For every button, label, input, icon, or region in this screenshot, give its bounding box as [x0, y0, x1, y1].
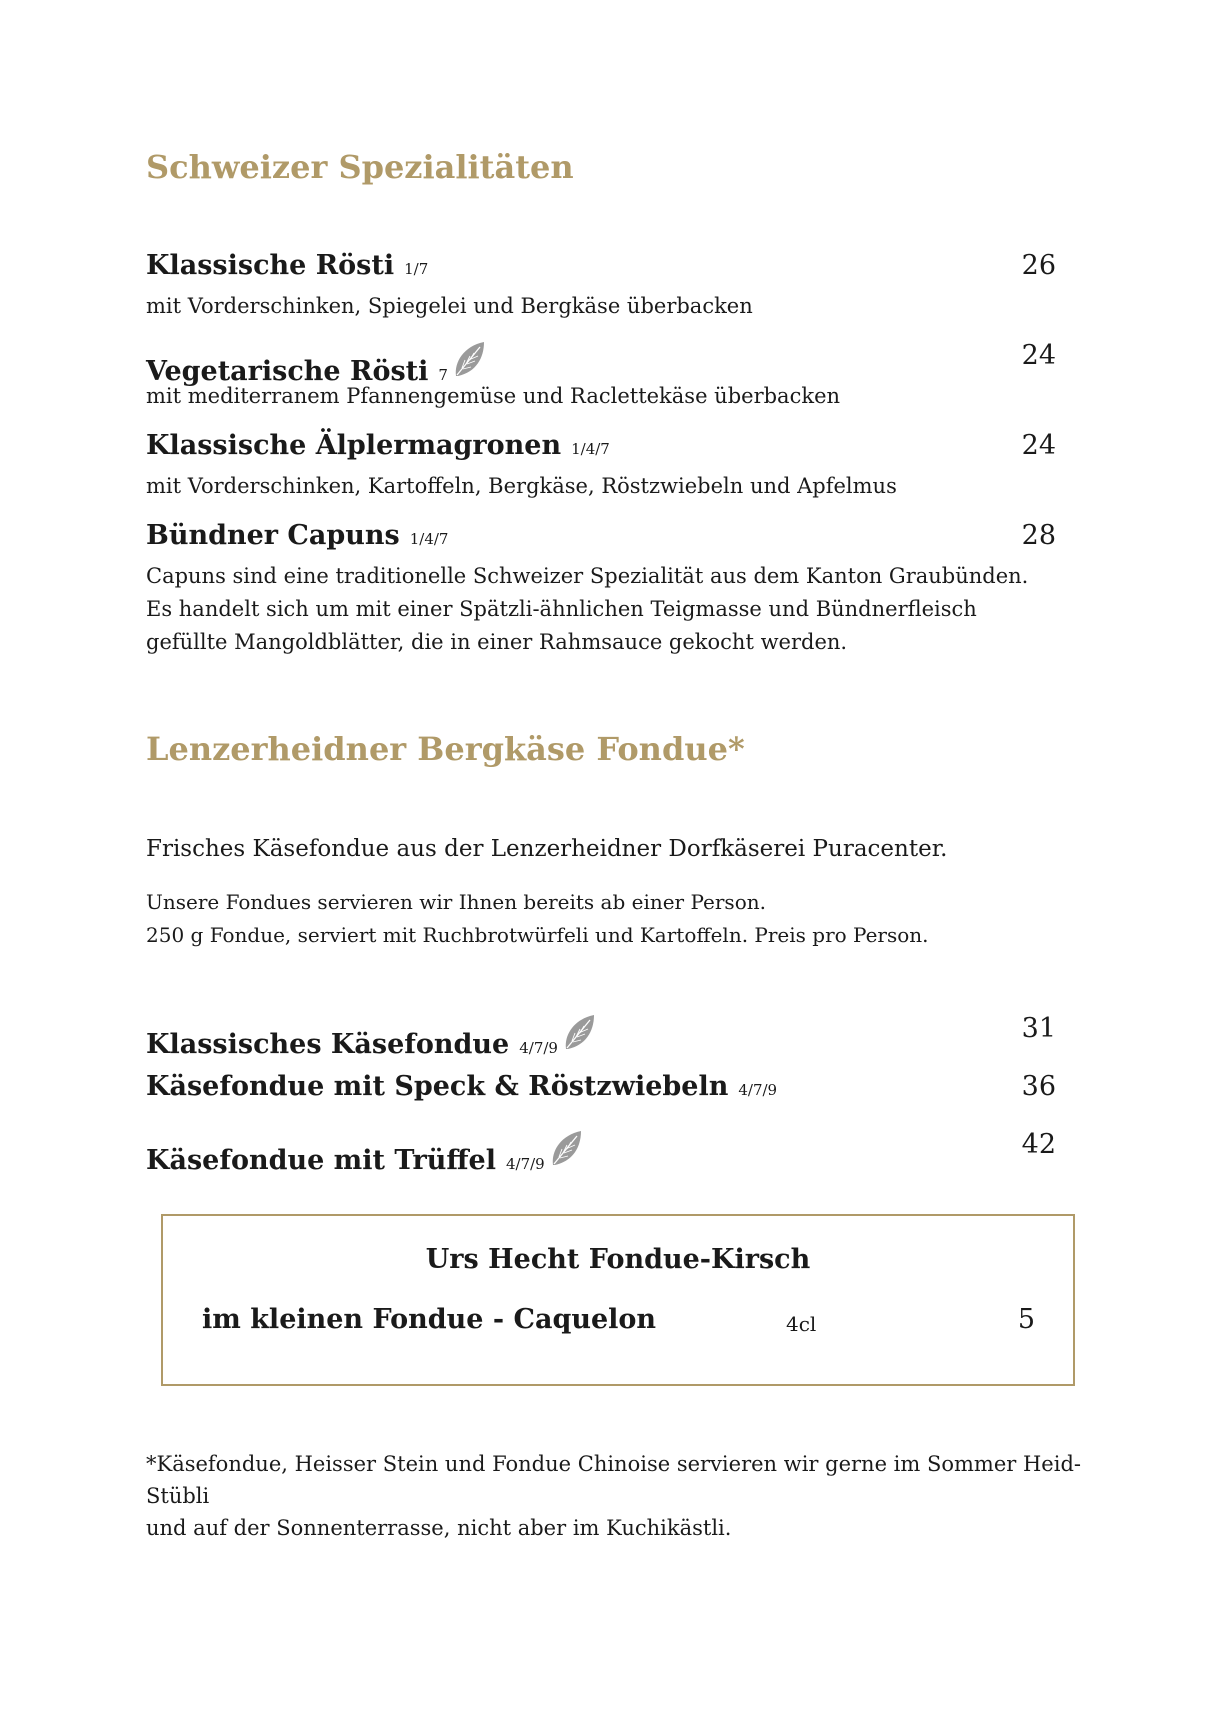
item-name: Klassische Rösti: [146, 250, 395, 281]
item-description: mit mediterranem Pfannengemüse und Raclettekäse überbacken: [146, 384, 841, 408]
item-allergens: 1/4/7: [571, 440, 610, 458]
leaf-icon: [562, 1013, 596, 1053]
footnote: *Käsefondue, Heisser Stein und Fondue Chinoise servieren wir gerne im Sommer Heid-Stübli und auf der Sonnenterrasse, nicht aber im Kuchikästli.: [146, 1452, 1081, 1540]
item-price: 28: [1021, 520, 1056, 551]
menu-item: [146, 1013, 1056, 1060]
kirsch-box: [161, 1214, 1075, 1386]
menu-item: [146, 250, 1056, 323]
item-name: Käsefondue mit Trüffel: [146, 1145, 496, 1176]
item-description: mit Vorderschinken, Spiegelei und Bergkäse überbacken: [146, 294, 753, 318]
item-description: mit Vorderschinken, Kartoffeln, Bergkäse, Röstzwiebeln und Apfelmus: [146, 474, 897, 498]
item-allergens: 4/7/9: [519, 1039, 558, 1057]
item-name: Bündner Capuns: [146, 520, 400, 551]
item-allergens: 4/7/9: [738, 1081, 778, 1099]
item-allergens: 7: [438, 366, 448, 384]
item-name: Vegetarische Rösti: [146, 356, 429, 387]
item-price: 24: [1021, 430, 1056, 461]
menu-item: [146, 1071, 1056, 1115]
item-allergens: 1/7: [404, 260, 429, 278]
item-price: 36: [1021, 1071, 1056, 1102]
item-description: Capuns sind eine traditionelle Schweizer Spezialität aus dem Kanton Graubünden. Es handelt sich um mit einer Spätzli-ähnlichen Teigmasse und Bündnerfleisch gefüllte Mangoldblätter, die in einer Rahmsauce gekocht werden.: [146, 564, 1029, 654]
item-name: Klassische Älplermagronen: [146, 430, 562, 461]
section-title-fondue: Lenzerheidner Bergkäse Fondue*: [146, 730, 745, 768]
item-price: 42: [1021, 1129, 1056, 1160]
kirsch-size: 4cl: [786, 1312, 817, 1336]
menu-item: [146, 430, 1056, 503]
item-price: 31: [1021, 1013, 1056, 1044]
kirsch-price: 5: [1017, 1304, 1035, 1335]
item-name: Käsefondue mit Speck & Röstzwiebeln: [146, 1071, 729, 1102]
item-allergens: 1/4/7: [409, 530, 449, 548]
item-price: 24: [1021, 340, 1056, 371]
leaf-icon: [549, 1129, 583, 1169]
item-price: 26: [1021, 250, 1056, 281]
fondue-intro-details: Unsere Fondues servieren wir Ihnen bereits ab einer Person. 250 g Fondue, serviert mit Ruchbrotwürfeli und Kartoffeln. Preis pro Person.: [146, 890, 929, 947]
item-name: Klassisches Käsefondue: [146, 1029, 510, 1060]
fondue-intro: Frisches Käsefondue aus der Lenzerheidner Dorfkäserei Puracenter.: [146, 836, 948, 862]
kirsch-title: Urs Hecht Fondue-Kirsch: [425, 1244, 811, 1275]
menu-item: [146, 1129, 1056, 1176]
section-title-swiss-specialties: Schweizer Spezialitäten: [146, 148, 574, 186]
menu-item: [146, 520, 1056, 659]
menu-item: [146, 340, 1056, 413]
item-allergens: 4/7/9: [505, 1155, 545, 1173]
kirsch-description: im kleinen Fondue - Caquelon: [202, 1304, 657, 1335]
leaf-icon: [452, 340, 486, 380]
